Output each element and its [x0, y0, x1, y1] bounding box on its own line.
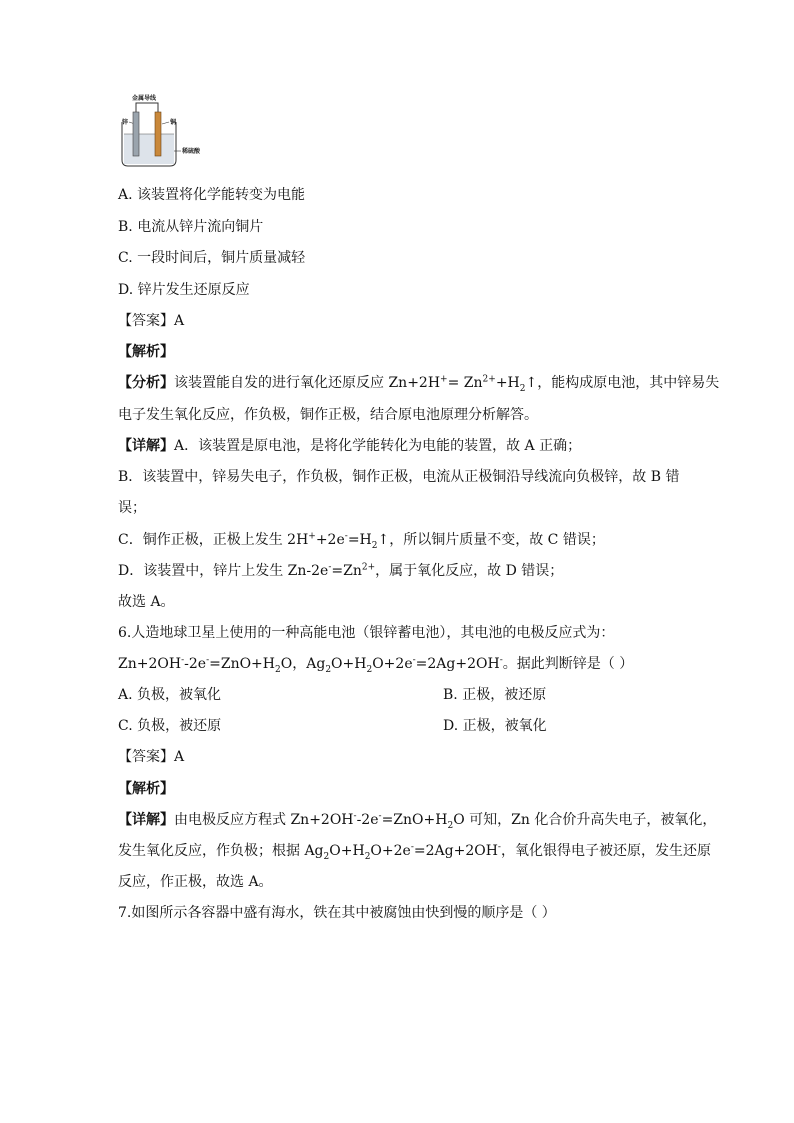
- q6-detail-line-2: 发生氧化反应，作负极；根据 $Ag_2O+H_2O+2e^-=2Ag+2OH^-$，氧化银得电子被还原，发生还原: [118, 842, 711, 862]
- metal-wire: [136, 103, 158, 112]
- q5-option-d: D. 锌片发生还原反应: [118, 282, 250, 298]
- q5-detail-b-line-2: 误；: [118, 500, 146, 516]
- acid-solution: [124, 134, 174, 164]
- q5-option-b: B. 电流从锌片流向铜片: [118, 219, 264, 235]
- acid-label: 稀硫酸: [182, 148, 201, 155]
- zinc-label: 锌: [122, 119, 129, 126]
- galvanic-cell-figure: [118, 92, 210, 170]
- copper-label: 铜: [170, 119, 177, 126]
- q6-detail-line-3: 反应，作正极，故选 A。: [118, 874, 273, 890]
- q5-analysis-title: 【解析】: [118, 344, 174, 360]
- q6-option-b: B. 正极，被还原: [443, 687, 547, 703]
- q5-option-a: A. 该装置将化学能转变为电能: [118, 187, 306, 203]
- copper-pointer: [162, 122, 169, 124]
- q6-answer: 【答案】A: [118, 749, 185, 765]
- q6-option-c: C. 负极，被还原: [118, 718, 222, 734]
- q6-detail-line-1: 【详解】由电极反应方程式 $Zn+2OH^--2e^-=ZnO+H_2O$ 可知，Zn 化合价升高失电子，被氧化，: [118, 811, 717, 831]
- q6-stem-line-1: 6.人造地球卫星上使用的一种高能电池（银锌蓄电池），其电池的电极反应式为：: [118, 625, 615, 641]
- q5-fenxi-line-1: 【分析】该装置能自发的进行氧化还原反应 $Zn+2H^+= Zn^{2+}+H_2↑$，能构成原电池，其中锌易失: [118, 374, 720, 394]
- q5-conclusion: 故选 A。: [118, 594, 175, 610]
- q6-analysis-title: 【解析】: [118, 781, 174, 797]
- q5-detail-b-line-1: B．该装置中，锌易失电子，作负极，铜作正极，电流从正极铜沿导线流向负极锌，故 B 错: [118, 469, 680, 485]
- q6-option-a: A. 负极，被氧化: [118, 687, 222, 703]
- q6-option-d: D. 正极，被氧化: [443, 718, 547, 734]
- q5-detail-a: 【详解】A．该装置是原电池，是将化学能转化为电能的装置，故 A 正确；: [118, 438, 582, 454]
- wire-label: 金属导线: [132, 95, 157, 102]
- q6-equations: $Zn+2OH^--2e^-=ZnO+H_2O$，$Ag_2O+H_2O+2e^-=2Ag+2OH^-$。据此判断锌是（ ）: [118, 655, 634, 675]
- q5-detail-d: D．该装置中，锌片上发生 $Zn-2e^-=Zn^{2+}$，属于氧化反应，故 D 错误；: [118, 562, 564, 579]
- zinc-electrode: [133, 112, 139, 156]
- q5-option-c: C. 一段时间后，铜片质量减轻: [118, 250, 306, 266]
- q5-fenxi-line-2: 电子发生氧化反应，作负极，铜作正极，结合原电池原理分析解答。: [118, 407, 538, 423]
- q7-stem: 7.如图所示各容器中盛有海水，铁在其中被腐蚀由快到慢的顺序是（ ）: [118, 905, 556, 921]
- q5-detail-c: C．铜作正极，正极上发生 $2H^++2e^-=H_2↑$，所以铜片质量不变，故 C 错误；: [118, 531, 605, 551]
- copper-electrode: [155, 112, 161, 156]
- q5-answer: 【答案】A: [118, 313, 185, 329]
- detail-tag: 【详解】: [118, 438, 174, 454]
- fenxi-tag: 【分析】: [118, 375, 174, 391]
